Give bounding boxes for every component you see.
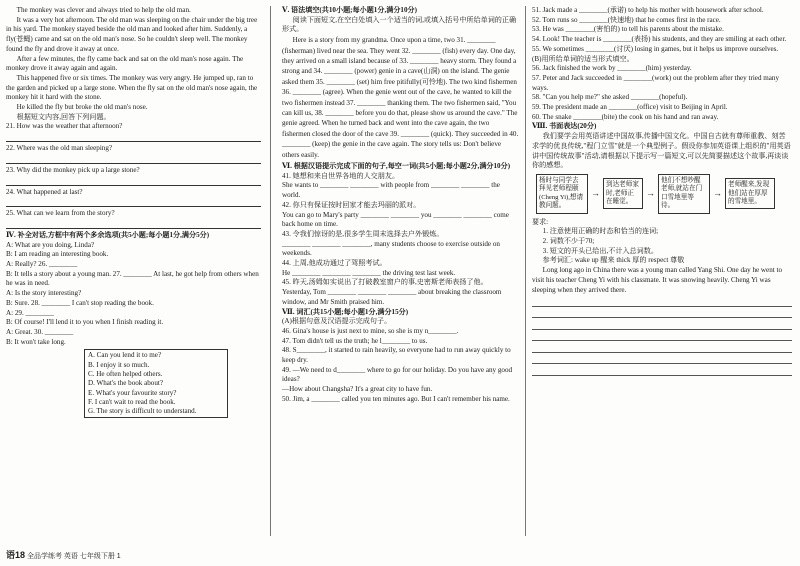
translation-item[interactable]: You can go to Mary's party ________ ________ you ________ ________ come back home on time.	[282, 210, 509, 229]
section-8-title: Ⅷ. 书面表达(20分)	[532, 122, 597, 131]
writing-line[interactable]	[532, 353, 792, 365]
section-7-title: Ⅶ. 词汇(共15小题;每小题1分,满分15分)	[282, 307, 409, 316]
flow-step: 老师醒来,发现他们站在厚厚的雪地里。	[725, 178, 775, 209]
vocab-item: —How about Changsha? It's a great city to have fun.	[282, 385, 433, 394]
reading-instruction: 根据短文内容,回答下列问题。	[16, 112, 111, 121]
vocab-item[interactable]: 48. S________, it started to rain heavily, so everyone had to run away quickly to keep dry.	[282, 346, 511, 365]
passage-paragraph: He killed the fly but broke the old man's nose.	[16, 103, 148, 112]
grammar-passage: Here is a story from my grandma. Once upon a time, two 31. ________ (fisherman) lived near the sea. They went 32. ________ (fish) every day. One day, they arrived on a small island because of 33. ________ heavy storm. They found a strong and 34. ________ (power) genie in a cave(山洞) on the island. The genie asked them 35. ________ (set) him free pitifully(可怜地). The two kind fishermen 36. ________ (agree). When the genie went out of the cave, he wanted to kill the two fishermen instead 37. ________ thanking them. The two fishermen said, "You can kill us, 38. ________ before you do that, please show us around the cave." The genie agreed. When he turned back and went into the cave again, the two fishermen closed the door of the cave 39. ________ (quick). They succeeded in 40. ________ (keep) the genie in the cave again. The story tells us: Don't believe others easily.	[282, 36, 519, 159]
option-item: E. What's your favourite story?	[88, 388, 177, 397]
translation-item: 42. 你只有保证按时回家才能去玛丽的派对。	[282, 200, 421, 209]
answer-line-21[interactable]	[6, 132, 261, 142]
arrow-right-icon: →	[713, 187, 722, 198]
requirement-item: 3. 短文的开头已给出,不计入总词数。	[542, 246, 658, 255]
passage-paragraph: It was a very hot afternoon. The old man was sleeping on the chair under the big tree in his yard. The monkey stayed beside the old man and looked after him. Suddenly, a fly(苍蝇) came and sat on the old man's nose. So he couldn't sleep well. The monkey found the fly and drove it away at once.	[6, 15, 258, 53]
writing-line[interactable]	[532, 364, 792, 376]
question-23: 23. Why did the monkey pick up a large stone?	[6, 165, 140, 174]
section-6-title: Ⅵ. 根据汉语提示完成下面的句子,每空一词(共5小题;每小题2分,满分10分)	[282, 161, 511, 170]
page-footer	[6, 551, 121, 562]
question-25: 25. What can we learn from the story?	[6, 209, 115, 218]
dialogue-line: B: It won't take long.	[6, 337, 66, 346]
dialogue-line: A: 29. ________	[6, 308, 54, 317]
passage-paragraph: After a few minutes, the fly came back and sat on the old man's nose again. The monkey drove it away again and again.	[6, 54, 244, 73]
dialogue-line: B: It tells a story about a young man. 27. ________ At last, he got help from others when he was in need.	[6, 269, 259, 288]
vocab-item[interactable]: 60. The snake ________(bite) the cook on his hand and ran away.	[532, 112, 719, 121]
option-item: F. I can't wait to read the book.	[88, 397, 176, 406]
translation-item[interactable]: ________ ________ ________, many students choose to exercise outside on weekends.	[282, 239, 500, 258]
dialogue-line: A: What are you doing, Linda?	[6, 240, 95, 249]
flow-step: 到达老师家时,老师正在睡觉。	[603, 178, 643, 209]
footer-text: 全品学练考 英语 七年级下册 1	[26, 553, 121, 561]
question-22: 22. Where was the old man sleeping?	[6, 144, 113, 153]
answer-line-24[interactable]	[6, 197, 261, 207]
dialogue-line: A: Great. 30. ________	[6, 327, 74, 336]
vocab-item[interactable]: 54. Look! The teacher is ________(表扬) his students, and they are smiling at each other.	[532, 35, 787, 44]
dialogue-line: A: Is the story interesting?	[6, 289, 82, 298]
dialogue-line: B: I am reading an interesting book.	[6, 250, 109, 259]
vocab-item[interactable]: 53. He was ________(害怕的) to tell his parents about the mistake.	[532, 25, 724, 34]
writing-line[interactable]	[532, 341, 792, 353]
column-divider	[525, 6, 526, 536]
section-4-title: Ⅳ. 补全对话,方框中有两个多余选项(共5小题;每小题1分,满分5分)	[6, 230, 210, 239]
vocab-item[interactable]: 47. Tom didn't tell us the truth; he l________ to us.	[282, 336, 428, 345]
option-item: G. The story is difficult to understand.	[88, 407, 197, 416]
section-7a-instruction: (A)根据句意及汉语提示完成句子。	[282, 317, 392, 326]
story-flowchart	[536, 174, 792, 214]
vocab-item[interactable]: 58. "Can you help me?" she asked ________(hopeful).	[532, 93, 688, 102]
writing-line[interactable]	[532, 295, 792, 307]
translation-item: 45. 昨天,汤姆如实说出了打破教室窗户的事,史密斯老师表扬了他。	[282, 278, 488, 287]
translation-item: 44. 上周,他成功通过了驾照考试。	[282, 259, 387, 268]
column-right	[532, 6, 792, 376]
dialogue-line: A: Really? 26. ________	[6, 260, 78, 269]
column-left	[6, 6, 261, 418]
writing-prompt: 我们要学会用英语讲述中国故事,传播中国文化。中国自古就有尊师重教、刻苦求学的优良传统,"程门立雪"就是一个典型例子。假设你参加英语课上组织的"用英语讲中国传统故事"活动,请根据以下提示写一篇短文,可以先简要描述这个故事,再谈谈你的感想。	[532, 132, 791, 170]
vocab-item[interactable]: 52. Tom runs so ________(快速地) that he comes first in the race.	[532, 15, 721, 24]
vocab-item[interactable]: 55. We sometimes ________(讨厌) losing in games, but it helps us improve ourselves.	[532, 44, 779, 53]
writing-line[interactable]	[532, 318, 792, 330]
dialogue-line: B: Sure. 28. ________ I can't stop reading the book.	[6, 298, 154, 307]
answer-line-25[interactable]	[6, 219, 261, 229]
options-box	[84, 349, 228, 418]
passage-paragraph: This happened five or six times. The monkey was very angry. He jumped up, ran to the garden and picked up a large stone. When the fly sat on the old man's nose again, the monkey hit it hard with the stone.	[6, 73, 258, 102]
flow-step: 他们不想吵醒老师,就站在门口雪地里等待。	[658, 174, 710, 214]
arrow-right-icon: →	[591, 187, 600, 198]
question-21: 21. How was the weather that afternoon?	[6, 122, 123, 131]
vocab-item[interactable]: 49. —We need to d________ where to go for our holiday. Do you have any good ideas?	[282, 365, 513, 384]
reference-vocab: 参考词汇: wake up 醒来 thick 厚的 respect 尊敬	[542, 256, 685, 265]
answer-line-22[interactable]	[6, 154, 261, 164]
option-item: B. I enjoy it so much.	[88, 360, 150, 369]
translation-item: 41. 她想和来自世界各地的人交朋友。	[282, 171, 400, 180]
vocab-item[interactable]: 56. Jack finished the work by ________(him) yesterday.	[532, 64, 692, 73]
requirements-title: 要求:	[532, 217, 549, 226]
writing-line[interactable]	[532, 307, 792, 319]
option-item: D. What's the book about?	[88, 379, 164, 388]
option-item: A. Can you lend it to me?	[88, 351, 162, 360]
vocab-item[interactable]: 57. Peter and Jack succeeded in ________(work) out the problem after they tried many ways.	[532, 73, 780, 92]
translation-item[interactable]: Yesterday, Tom ________ ________ ________ about breaking the classroom window, and Mr Smith praised him.	[282, 288, 502, 306]
dialogue-line: B: Of course! I'll lend it to you when I finish reading it.	[6, 318, 164, 327]
column-divider	[270, 6, 271, 536]
option-item: C. He often helped others.	[88, 369, 163, 378]
essay-starter: Long long ago in China there was a young man called Yang Shi. One day he went to visit his teacher Cheng Yi with his classmate. It was snowing heavily. Cheng Yi was sleeping when they arrived there.	[532, 266, 783, 294]
column-middle	[282, 6, 519, 405]
vocab-item[interactable]: 46. Gina's house is just next to mine, so she is my n________.	[282, 326, 459, 335]
translation-item: 43. 令我们惊讶的是,很多学生周末选择去户外锻炼。	[282, 229, 444, 238]
writing-line[interactable]	[532, 330, 792, 342]
translation-item[interactable]: He ________ ________ ________ the driving test last week.	[282, 268, 456, 277]
question-24: 24. What happened at last?	[6, 187, 83, 196]
vocab-item[interactable]: 51. Jack made a ________(承诺) to help his mother with housework after school.	[532, 6, 764, 14]
arrow-right-icon: →	[646, 187, 655, 198]
vocab-item[interactable]: 50. Jim, a ________ called you ten minutes ago. But I can't remember his name.	[282, 394, 510, 403]
section-5-instruction: 阅读下面短文,在空白处填入一个适当的词,或填入括号中所给单词的正确形式。	[282, 15, 517, 34]
section-5-title: Ⅴ. 语法填空(共10小题;每小题1分,满分10分)	[282, 6, 417, 14]
answer-line-23[interactable]	[6, 176, 261, 186]
flow-step: 杨时与同学去拜见老师程颐(Cheng Yi),想请教问题。	[536, 174, 588, 214]
vocab-item[interactable]: 59. The president made an ________(office) visit to Beijing in April.	[532, 103, 728, 112]
passage-paragraph: The monkey was clever and always tried to help the old man.	[16, 6, 191, 14]
requirement-item: 2. 词数不少于70;	[542, 236, 595, 245]
translation-item[interactable]: She wants to ________ ________ with people from ________ ________ the world.	[282, 181, 500, 200]
page-number: 语18	[6, 550, 26, 561]
section-7b-instruction: (B)用所给单词的适当形式填空。	[532, 54, 634, 63]
requirement-item: 1. 注意使用正确的时态和恰当的连词;	[542, 227, 659, 236]
